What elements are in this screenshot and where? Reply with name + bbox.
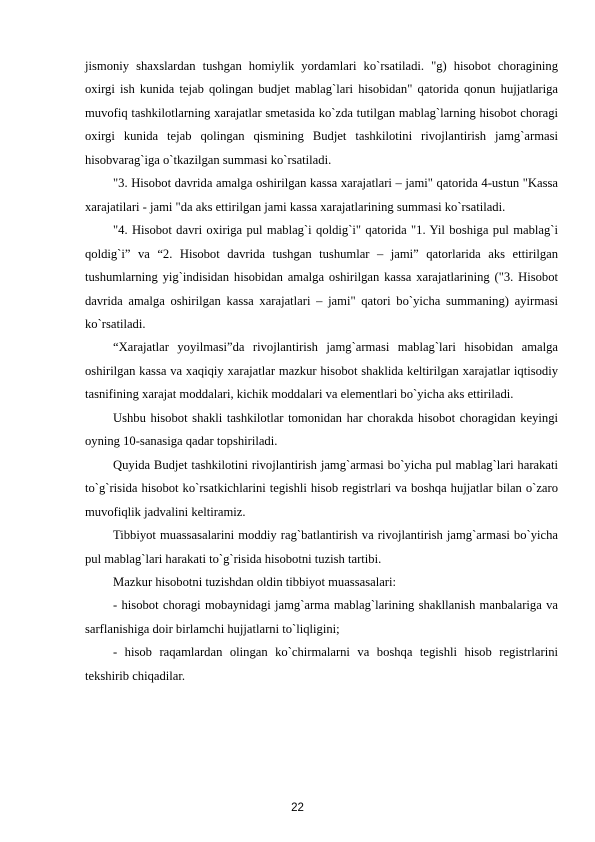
paragraph-continuation: jismoniy shaxslardan tushgan homiylik yordamlari ko`rsatiladi. "g) hisobot choragining oxirgi ish kunida tejab qolingan budjet mablag`lari hisobidan" qatorida qonun hujjatlariga muvofiq tashkilotlarning xarajatlar smetasida ko`zda tutilgan mablag`larning hisobot choragi oxirgi kunida tejab qolingan qismining Budjet tashkilotini rivojlantirish jamg`armasi hisobvarag`iga o`tkazilgan summasi ko`rsatiladi. [85,59,558,167]
paragraph-expense-breakdown: “Xarajatlar yoyilmasi”da rivojlantirish jamg`armasi mablag`lari hisobidan amalga oshirilgan kassa va xaqiqiy xarajatlar mazkur hisobot shaklida keltirilgan xarajatlar iqtisodiy tasnifining xarajat moddalari, kichik moddalari va elementlari bo`yicha aks ettiriladi. [85,340,558,402]
paragraph-total-expenses: "3. Hisobot davrida amalga oshirilgan kassa xarajatlari – jami" qatorida 4-ustun "Kassa xarajatilari - jami "da aks ettirilgan jami kassa xarajatlarining summasi ko`rsatiladi. [85,176,558,214]
paragraph-medical-fund-procedure: Tibbiyot muassasalarini moddiy rag`batlantirish va rivojlantirish jamg`armasi bo`yicha pul mablag`lari harakati to`g`risida hisobotni tuzish tartibi. [85,528,558,566]
list-item-primary-documents: - hisobot choragi mobaynidagi jamg`arma mablag`larining shakllanish manbalariga va sarflanishiga doir birlamchi hujjatlarni to`liqligini; [85,598,558,636]
paragraph-reconciliation-table: Quyida Budjet tashkilotini rivojlantirish jamg`armasi bo`yicha pul mablag`lari harakati to`g`risida hisobot ko`rsatkichlarini tegishli hisob registrlari va boshqa hujjatlar bilan o`zaro muvofiqlik jadvalini keltiramiz. [85,457,558,519]
paragraph-end-balance: "4. Hisobot davri oxiriga pul mablag`i qoldig`i" qatorida "1. Yil boshiga pul mablag`i qoldig`i” va “2. Hisobot davrida tushgan tushumlar – jami” qatorlarida aks ettirilgan tushumlarning yig`indisidan hisobidan amalga oshirilgan kassa xarajatlarining ("3. Hisobot davrida amalga oshirilgan kassa xarajatlari – jami" qatori bo`yicha summaning) ayirmasi ko`rsatiladi. [85,223,558,331]
page-number: 22 [291,802,304,814]
document-page [85,55,558,688]
paragraph-before-preparing: Mazkur hisobotni tuzishdan oldin tibbiyot muassasalari: [113,574,396,589]
list-item-bank-statements: - hisob raqamlardan olingan ko`chirmalarni va boshqa tegishli hisob registrlarini tekshirib chiqadilar. [85,645,558,683]
paragraph-submission-deadline: Ushbu hisobot shakli tashkilotlar tomonidan har chorakda hisobot choragidan keyingi oyning 10-sanasiga qadar topshiriladi. [85,410,558,449]
